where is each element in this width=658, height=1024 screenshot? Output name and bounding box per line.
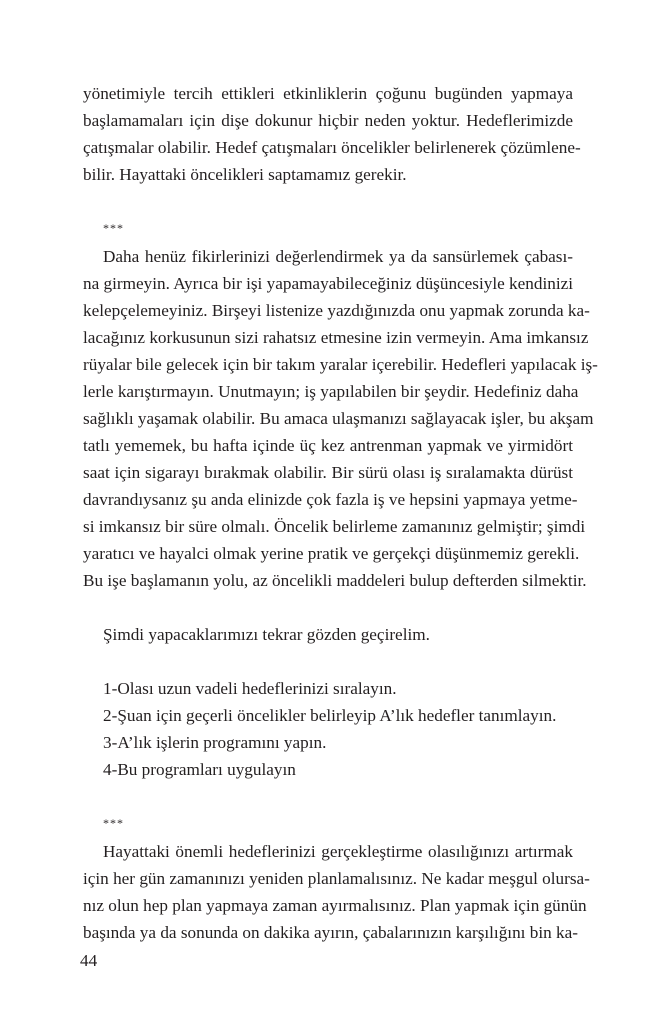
steps-list xyxy=(83,675,573,783)
text-line: tatlı yememek, bu hafta içinde üç kez antrenman yapmak ve yirmidört xyxy=(83,436,573,455)
text-line: için her gün zamanınızı yeniden planlamalısınız. Ne kadar meşgul olursa- xyxy=(83,869,590,888)
list-item: 2-Şuan için geçerli öncelikler belirleyip A’lık hedefler tanımlayın. xyxy=(103,706,557,725)
paragraph-1 xyxy=(83,80,581,188)
text-line: rüyalar bile gelecek için bir takım yaralar içerebilir. Hedefleri yapılacak iş- xyxy=(83,355,598,374)
text-line: lerle karıştırmayın. Unutmayın; iş yapılabilen bir şeydir. Hedefiniz daha xyxy=(83,382,579,401)
paragraph-2 xyxy=(83,243,598,594)
list-item: 4-Bu programları uygulayın xyxy=(103,760,296,779)
text-line: kelepçelemeyiniz. Birşeyi listenize yazdığınızda onu yapmak zorunda ka- xyxy=(83,301,590,320)
text-line: bilir. Hayattaki öncelikleri saptamamız gerekir. xyxy=(83,165,407,184)
spacer xyxy=(83,783,573,810)
text-line: davrandıysanız şu anda elinizde çok fazla iş ve hepsini yapmaya yetme- xyxy=(83,490,578,509)
page-body xyxy=(83,80,598,946)
text-line: Bu işe başlamanın yolu, az öncelikli maddeleri bulup defterden silmektir. xyxy=(83,571,587,590)
spacer xyxy=(83,594,573,621)
text-line: Daha henüz fikirlerinizi değerlendirmek ya da sansürlemek çabası- xyxy=(103,247,573,266)
section-separator: *** xyxy=(103,816,124,830)
text-line: Hayattaki önemli hedeflerinizi gerçekleştirme olasılığınızı artırmak xyxy=(103,842,573,861)
list-item: 3-A’lık işlerin programını yapın. xyxy=(103,733,327,752)
list-item: 1-Olası uzun vadeli hedeflerinizi sıralayın. xyxy=(103,679,397,698)
text-line: si imkansız bir süre olmalı. Öncelik belirleme zamanınız gelmiştir; şimdi xyxy=(83,517,586,536)
text-line: yaratıcı ve hayalci olmak yerine pratik ve gerçekçi düşünmemiz gerekli. xyxy=(83,544,580,563)
text-line: nız olun hep plan yapmaya zaman ayırmalısınız. Plan yapmak için günün xyxy=(83,896,587,915)
text-line: saat için sigarayı bırakmak olabilir. Bir sürü olası iş sıralamakta dürüst xyxy=(83,463,573,482)
text-line: sağlıklı yaşamak olabilir. Bu amaca ulaşmanızı sağlayacak işler, bu akşam xyxy=(83,409,594,428)
text-line: lacağınız korkusunun sizi rahatsız etmesine izin vermeyin. Ama imkansız xyxy=(83,328,589,347)
paragraph-3 xyxy=(83,838,590,946)
text-line: başlamamaları için dişe dokunur hiçbir neden yoktur. Hedeflerimizde xyxy=(83,111,573,130)
section-separator: *** xyxy=(103,221,124,235)
list-intro: Şimdi yapacaklarımızı tekrar gözden geçirelim. xyxy=(103,625,430,644)
spacer xyxy=(83,648,573,675)
text-line: yönetimiyle tercih ettikleri etkinliklerin çoğunu bugünden yapmaya xyxy=(83,84,573,103)
text-line: çatışmalar olabilir. Hedef çatışmaları öncelikler belirlenerek çözümlene- xyxy=(83,138,581,157)
spacer xyxy=(83,188,573,215)
page-number: 44 xyxy=(80,951,98,970)
text-line: başında ya da sonunda on dakika ayırın, çabalarınızın karşılığını bin ka- xyxy=(83,923,578,942)
text-line: na girmeyin. Ayrıca bir işi yapamayabileceğiniz düşüncesiyle kendinizi xyxy=(83,274,574,293)
